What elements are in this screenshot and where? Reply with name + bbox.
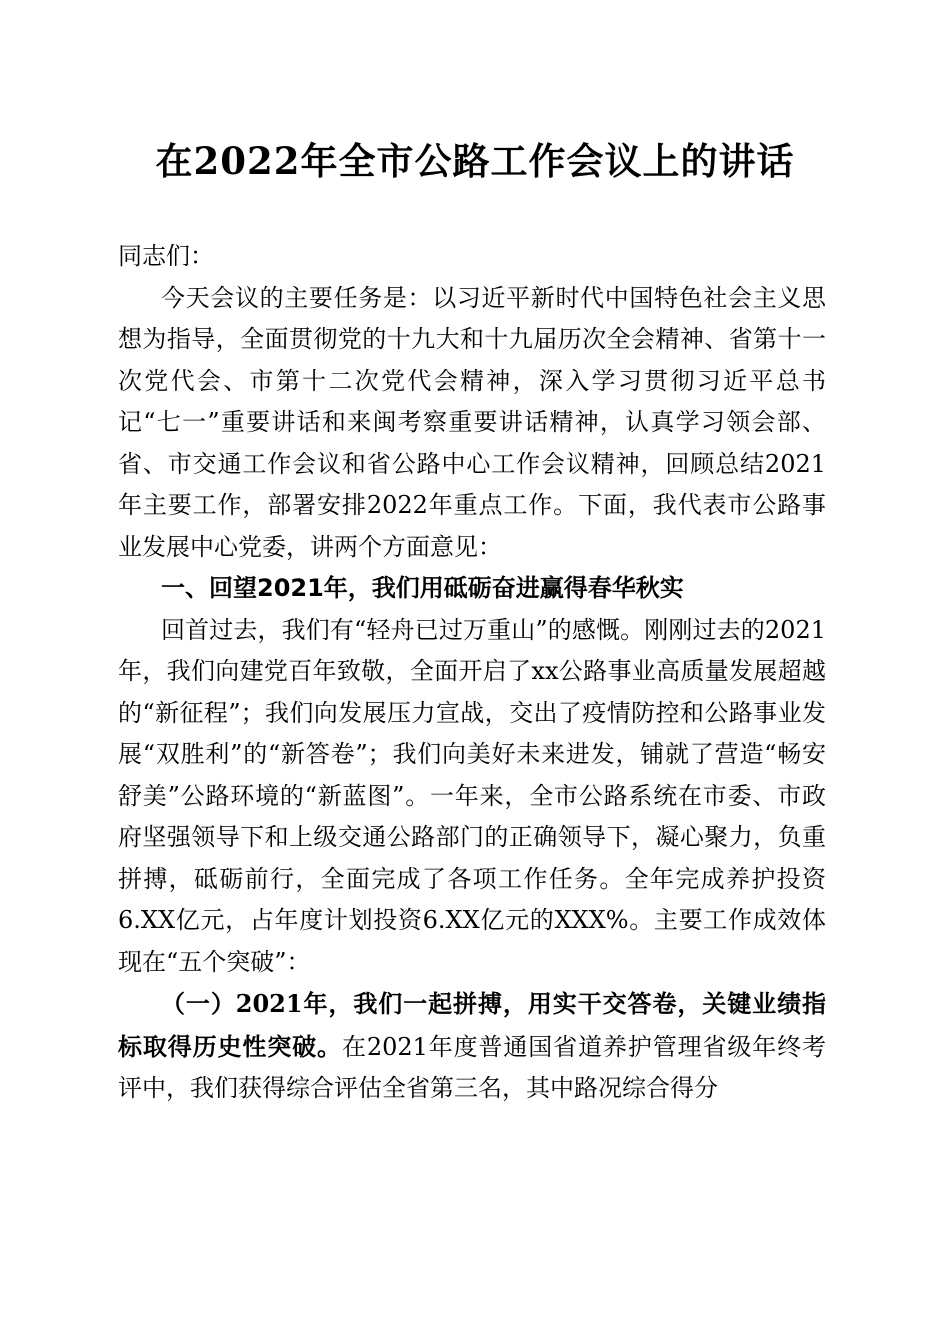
paragraph-intro: 今天会议的主要任务是：以习近平新时代中国特色社会主义思想为指导，全面贯彻党的十九大和十九届历次全会精神、省第十一次党代会、市第十二次党代会精神，深入学习贯彻习近平总书记“七一”重要讲话和来闽考察重要讲话精神，认真学习领会部、省、市交通工作会议和省公路中心工作会议精神，回顾总结2021年主要工作，部署安排2022年重点工作。下面，我代表市公路事业发展中心党委，讲两个方面意见： [118,283,826,561]
document-title: 在2022年全市公路工作会议上的讲话 [155,139,795,183]
paragraph-subsection [118,983,826,1110]
paragraph-review: 回首过去，我们有“轻舟已过万重山”的感慨。刚刚过去的2021年，我们向建党百年致敬，全面开启了xx公路事业高质量发展超越的“新征程”；我们向发展压力宣战，交出了疫情防控和公路事业发展“双胜利”的“新答卷”；我们向美好未来进发，铺就了营造“畅安舒美”公路环境的“新蓝图”。一年来，全市公路系统在市委、市政府坚强领导下和上级交通公路部门的正确领导下，凝心聚力，负重拼搏，砥砺前行，全面完成了各项工作任务。全年完成养护投资6.XX亿元，占年度计划投资6.XX亿元的XXX%。主要工作成效体现在“五个突破”： [118,615,826,976]
salutation: 同志们： [118,242,214,270]
section-heading: 一、回望2021年，我们用砥砺奋进赢得春华秋实 [161,574,684,602]
document-body [118,236,826,1110]
subsection-lead: （一）2021年，我们一起拼搏，用实干交答卷，关键业绩指标取得历史性突破。 [118,989,826,1061]
subsection-text: 在2021年度普通国省道养护管理省级年终考评中，我们获得综合评估全省第三名，其中路况综合得分 [118,1032,827,1102]
